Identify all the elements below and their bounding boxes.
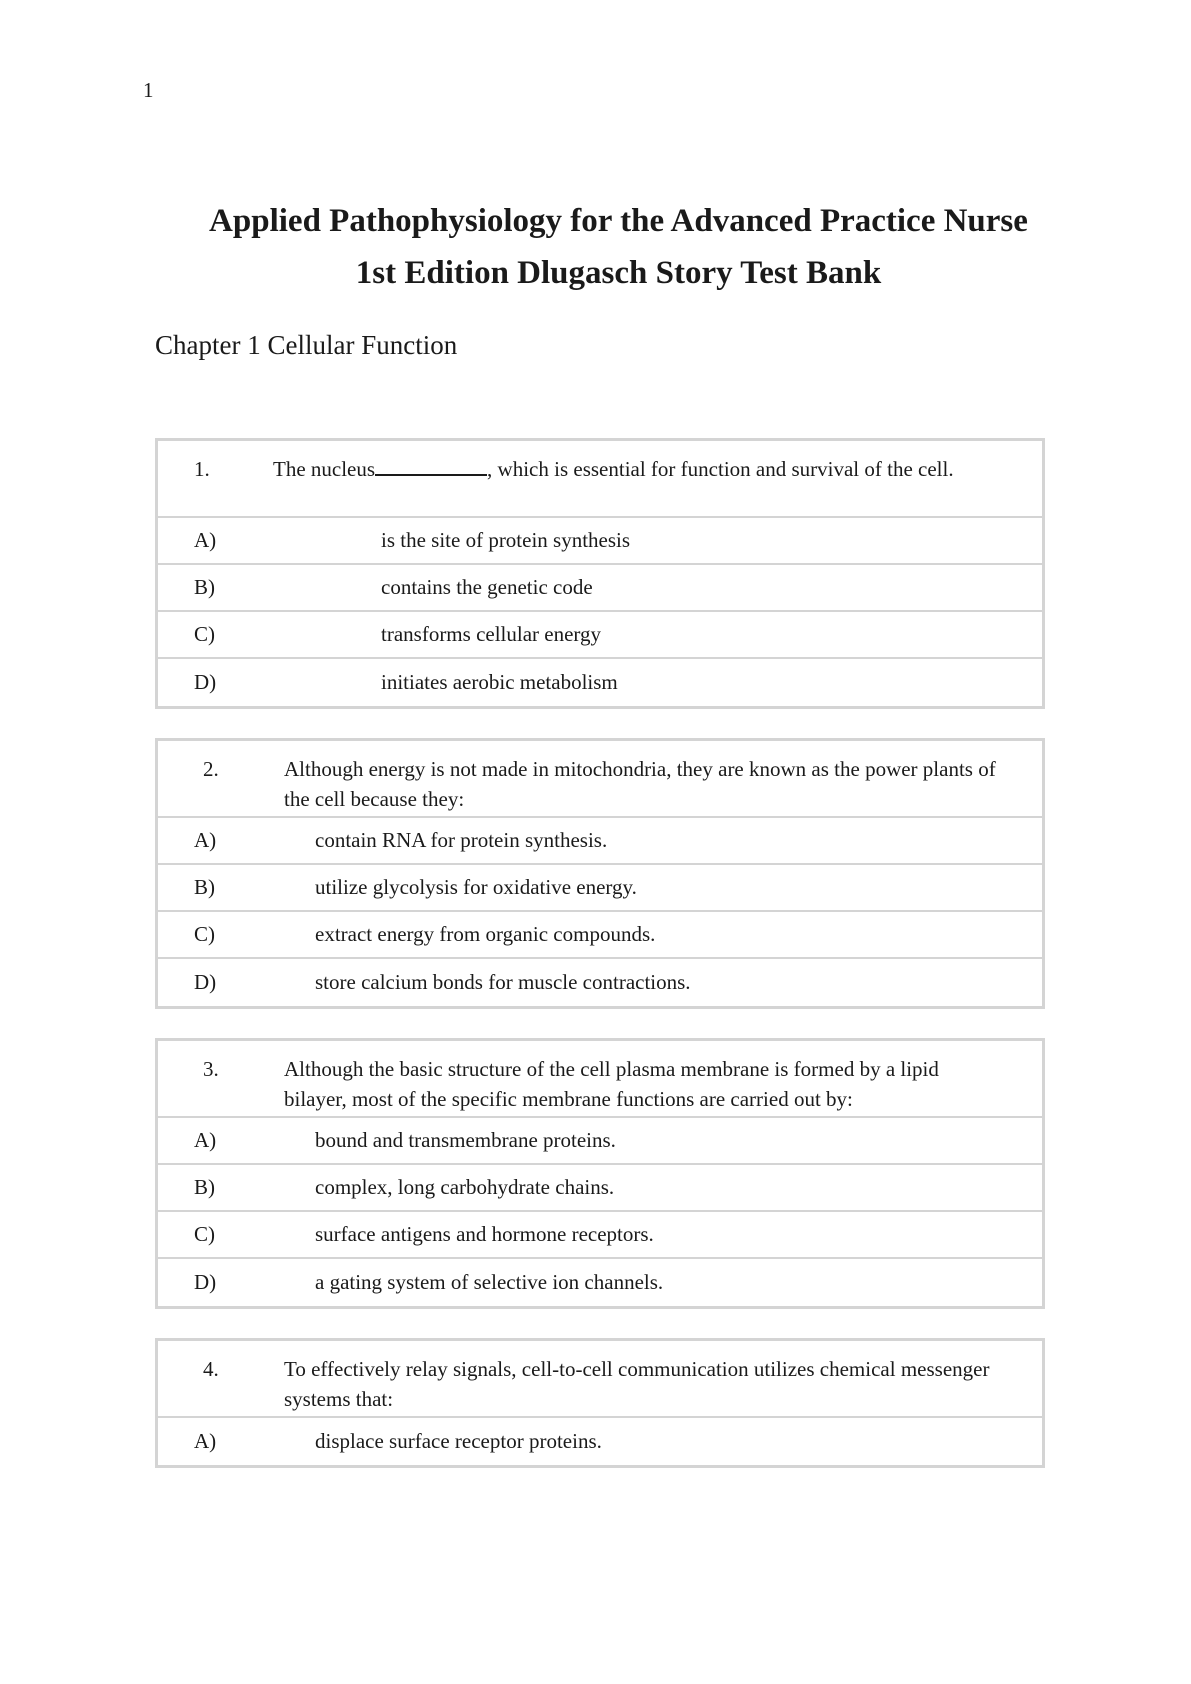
question-text xyxy=(273,454,1042,484)
answer-option-a xyxy=(158,818,1042,865)
answer-option-a xyxy=(158,1118,1042,1165)
option-text: displace surface receptor proteins. xyxy=(315,1429,602,1453)
question-stem xyxy=(158,1041,1042,1118)
option-text: bound and transmembrane proteins. xyxy=(315,1128,616,1152)
page-number: 1 xyxy=(143,78,154,102)
fill-in-blank xyxy=(375,454,487,476)
option-letter: C) xyxy=(194,622,215,646)
option-letter: D) xyxy=(194,670,217,694)
option-letter: D) xyxy=(194,970,217,994)
option-text: contains the genetic code xyxy=(381,575,593,599)
option-text: extract energy from organic compounds. xyxy=(315,922,656,946)
question-text: To effectively relay signals, cell-to-cell communication utilizes chemical messenger systems that: xyxy=(284,1357,990,1411)
option-letter: D) xyxy=(194,1270,217,1294)
option-letter: A) xyxy=(194,828,217,852)
option-text: initiates aerobic metabolism xyxy=(381,670,618,694)
question-text: Although energy is not made in mitochondria, they are known as the power plants of the cell because they: xyxy=(284,757,996,811)
answer-option-b xyxy=(158,865,1042,912)
answer-option-a xyxy=(158,1418,1042,1465)
document-title xyxy=(150,195,1087,299)
question-card-3 xyxy=(155,1038,1045,1309)
question-text-after-blank: , which is essential for function and survival of the cell. xyxy=(487,457,954,481)
option-text: is the site of protein synthesis xyxy=(381,528,631,552)
document-title-line-1: Applied Pathophysiology for the Advanced Practice Nurse xyxy=(209,203,1028,239)
answer-option-c xyxy=(158,1212,1042,1259)
answer-option-b xyxy=(158,565,1042,612)
option-text: store calcium bonds for muscle contractions. xyxy=(315,970,691,994)
answer-option-d xyxy=(158,959,1042,1006)
option-text: complex, long carbohydrate chains. xyxy=(315,1175,615,1199)
option-text: a gating system of selective ion channels. xyxy=(315,1270,664,1294)
question-stem xyxy=(158,441,1042,518)
option-letter: C) xyxy=(194,1222,215,1246)
option-letter: A) xyxy=(194,1128,217,1152)
question-card-1 xyxy=(155,438,1045,709)
option-text: utilize glycolysis for oxidative energy. xyxy=(315,875,637,899)
question-card-4 xyxy=(155,1338,1045,1468)
answer-option-d xyxy=(158,1259,1042,1306)
question-stem xyxy=(158,741,1042,818)
option-text: surface antigens and hormone receptors. xyxy=(315,1222,654,1246)
question-number: 4. xyxy=(203,1357,219,1381)
option-letter: A) xyxy=(194,528,217,552)
option-letter: C) xyxy=(194,922,215,946)
option-letter: B) xyxy=(194,575,215,599)
option-letter: B) xyxy=(194,875,215,899)
document-title-line-2: 1st Edition Dlugasch Story Test Bank xyxy=(355,255,882,291)
answer-option-c xyxy=(158,912,1042,959)
option-letter: A) xyxy=(194,1429,217,1453)
option-text: transforms cellular energy xyxy=(381,622,602,646)
answer-option-a xyxy=(158,518,1042,565)
question-number: 1. xyxy=(194,457,210,481)
answer-option-d xyxy=(158,659,1042,706)
question-stem xyxy=(158,1341,1042,1418)
question-number: 2. xyxy=(203,757,219,781)
question-text: Although the basic structure of the cell plasma membrane is formed by a lipid bilayer, most of the specific membrane functions are carried out by: xyxy=(284,1057,939,1111)
question-number: 3. xyxy=(203,1057,219,1081)
answer-option-b xyxy=(158,1165,1042,1212)
option-letter: B) xyxy=(194,1175,215,1199)
option-text: contain RNA for protein synthesis. xyxy=(315,828,608,852)
question-text-before-blank: The nucleus xyxy=(273,457,376,481)
answer-option-c xyxy=(158,612,1042,659)
question-card-2 xyxy=(155,738,1045,1009)
chapter-heading: Chapter 1 Cellular Function xyxy=(155,330,458,360)
